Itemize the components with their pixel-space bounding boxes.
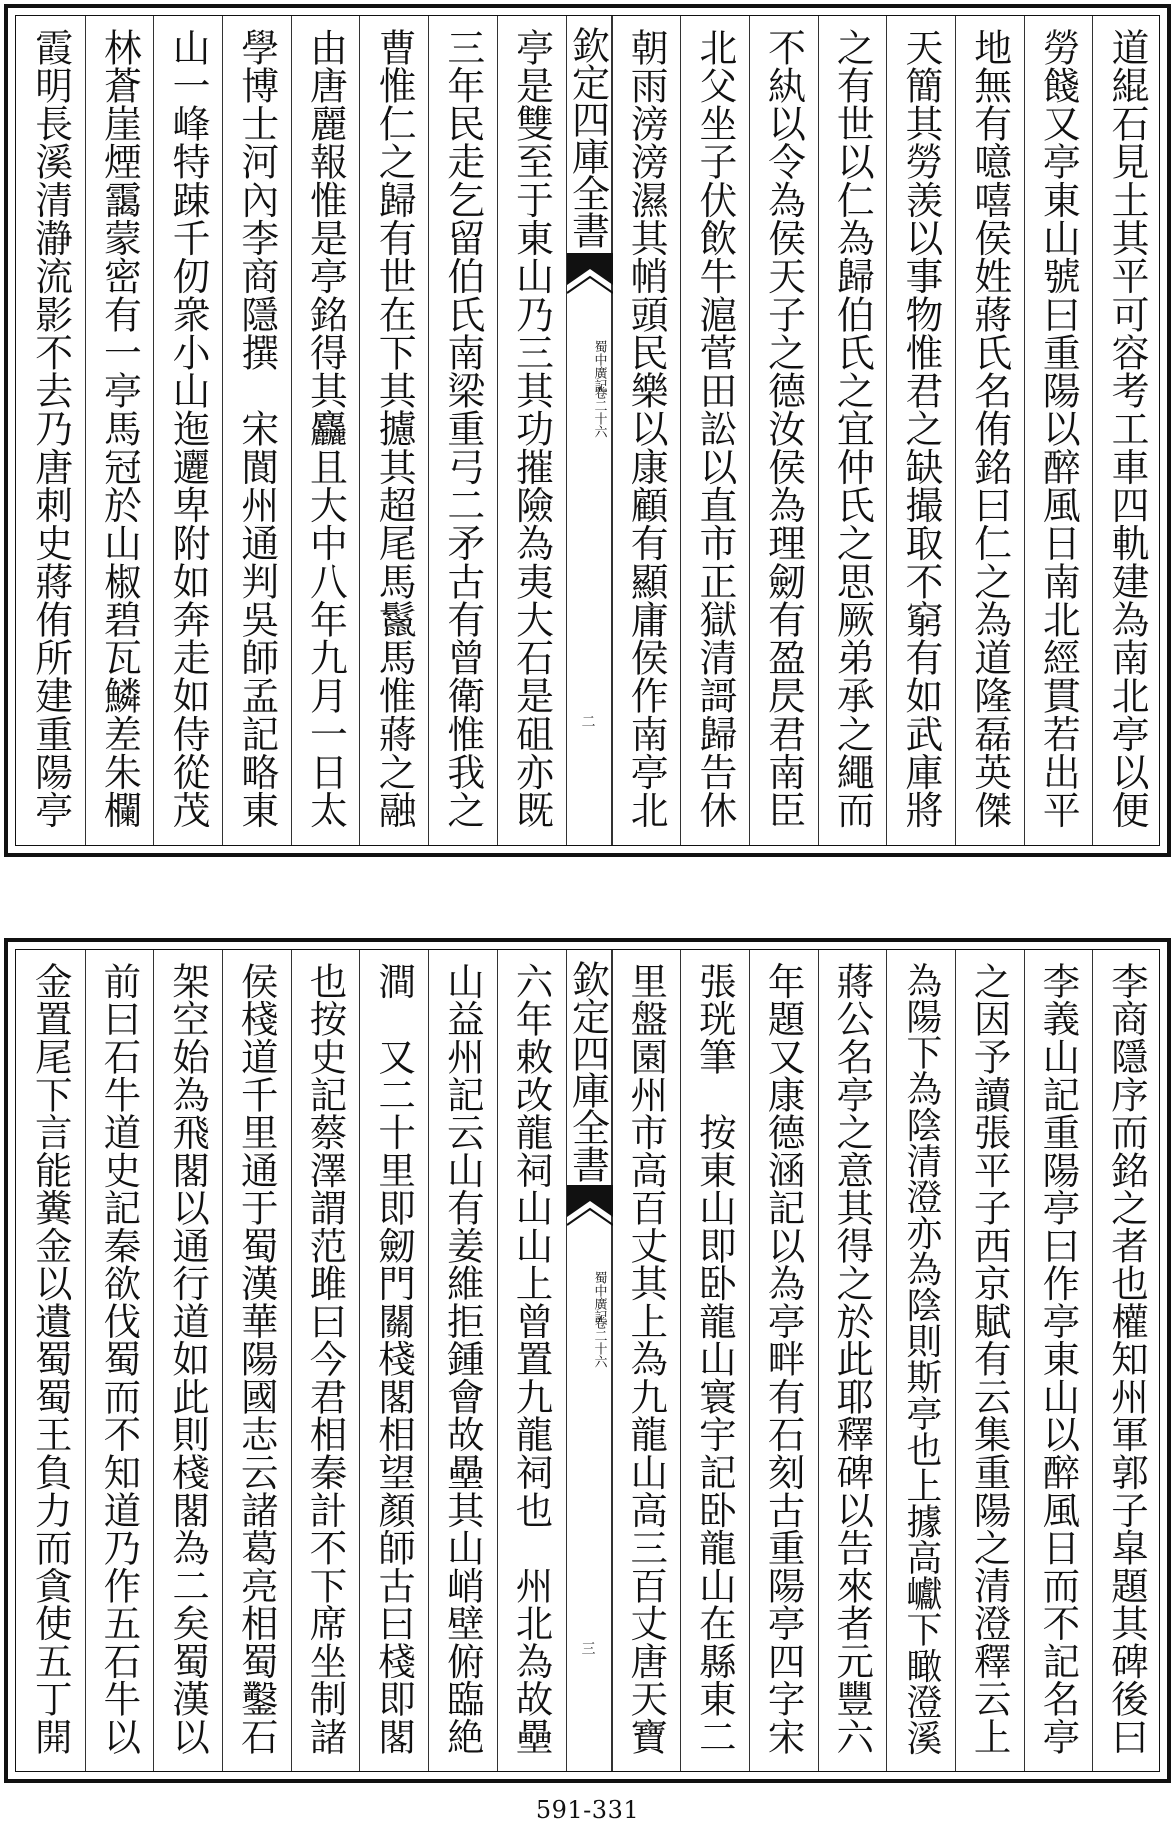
text-column [16,16,85,845]
text-column [612,950,681,1771]
text-column [85,950,154,1771]
text-column [291,950,360,1771]
text-column [1024,950,1093,1771]
spine-volume: 卷二十六 [591,1316,607,1369]
text-column [749,950,818,1771]
spine-folio-number: 三 [579,1641,596,1656]
column-text: 之因予讀張平子西京賦有云集重陽之清澄釋云上 [967,962,1012,1756]
column-text: 蔣公名亭之意其得之於此耶釋碑以告來者元豐六 [830,962,875,1756]
text-column [886,16,955,845]
text-column [680,16,749,845]
column-text: 林蒼崖煙靄蒙密有一亭馬冠於山椒碧瓦鱗差朱欄 [97,28,142,829]
column-text: 里盤園州市高百丈其上為九龍山高三百丈唐天寶 [624,962,669,1756]
spine-title: 欽定四庫全書 [565,960,610,1182]
center-spine [566,16,612,845]
text-column [428,16,497,845]
column-text: 李商隱序而銘之者也權知州軍郭子皐題其碑後曰 [1105,962,1149,1756]
text-column [1092,16,1161,845]
text-column [497,950,566,1771]
column-text: 也按史記蔡澤謂范雎曰今君相秦計不下席坐制諸 [303,962,348,1756]
text-column [1092,950,1161,1771]
center-spine [566,950,612,1771]
text-column [222,950,291,1771]
column-text: 山益州記云山有姜維拒鍾會故壘其山峭壁俯臨絶 [440,962,485,1756]
text-column [749,16,818,845]
text-column [359,16,428,845]
column-text: 為陽下為陰清澄亦為陰則斯亭也上據高巘下瞰澄溪 [900,962,942,1756]
column-text: 侯棧道千里通于蜀漢華陽國志云諸葛亮相蜀鑿石 [234,962,279,1756]
text-column [955,950,1024,1771]
column-text: 不紈以令為侯天子之德汝侯為理劒有盈昃君南臣 [761,28,806,829]
column-text: 北父坐子伏飲牛滬菅田訟以直市正獄清謌歸告休 [692,28,737,829]
text-column [612,16,681,845]
column-text: 年題又康德涵記以為亭畔有石刻古重陽亭四字宋 [761,962,806,1756]
text-column [818,950,887,1771]
text-column [818,16,887,845]
column-text: 由唐麗報惟是亭銘得其麤且大中八年九月一日太 [303,28,348,829]
spine-folio-number: 二 [579,714,596,729]
column-text: 澗 又二十里即劒門關棧閣相望顏師古曰棧即閣 [372,962,417,1756]
column-text: 勞餞又亭東山號曰重陽以醉風日南北經貫若出平 [1036,28,1081,829]
column-text: 前曰石牛道史記秦欲伐蜀而不知道乃作五石牛以 [97,962,142,1756]
top-page-text-frame [15,15,1160,846]
column-text: 道緄石見土其平可容考工車四軌建為南北亭以便 [1105,28,1149,829]
column-text: 張珖筆 按東山即卧龍山寰宇記卧龍山在縣東二 [692,962,737,1756]
fish-tail-mark [567,1185,613,1245]
text-column [153,950,222,1771]
column-text: 霞明長溪清瀞流影不去乃唐刺史蔣侑所建重陽亭 [28,28,73,829]
column-text: 地無有噫嘻侯姓蔣氏名侑銘曰仁之為道隆磊英傑 [967,28,1012,829]
column-text: 學博士河內李商隱撰 宋閬州通判吳師孟記略東 [234,28,279,829]
text-column [153,16,222,845]
column-text: 山一峰特踈千仞衆小山迤邐卑附如奔走如侍從茂 [166,28,211,829]
spine-book-title: 蜀中廣記 [591,1270,607,1323]
spine-book-title: 蜀中廣記 [591,340,607,393]
text-column [291,16,360,845]
text-column [680,950,749,1771]
text-column [886,950,955,1771]
column-text: 之有世以仁為歸伯氏之宜仲氏之思厥弟承之繩而 [830,28,875,829]
column-text: 三年民走乞留伯氏南梁重弓二矛古有曾衛惟我之 [440,28,485,829]
fish-tail-mark [567,253,613,313]
column-text: 曹惟仁之歸有世在下其攄其超尾馬鬣馬惟蔣之融 [372,28,417,829]
text-column [85,16,154,845]
column-text: 架空始為飛閣以通行道如此則棧閣為二矣蜀漢以 [166,962,211,1756]
bottom-page-text-frame [15,949,1160,1772]
column-text: 亭是雙至于東山乃三其功摧險為夷大石是砠亦既 [509,28,554,829]
text-column [1024,16,1093,845]
text-column [955,16,1024,845]
bottom-page [4,938,1171,1783]
page-number: 591-331 [535,1796,640,1824]
column-text: 李義山記重陽亭曰作亭東山以醉風日而不記名亭 [1036,962,1081,1756]
spine-title: 欽定四庫全書 [565,26,610,248]
column-text: 六年敕改龍祠山山上曾置九龍祠也 州北為故壘 [509,962,554,1756]
top-page [4,4,1171,857]
text-column [16,950,85,1771]
text-column [428,950,497,1771]
column-text: 金置尾下言能糞金以遺蜀蜀王負力而貪使五丁開 [28,962,73,1756]
spine-volume: 卷二十六 [591,385,607,438]
text-column [222,16,291,845]
column-text: 朝雨滂滂濕其帩頭民樂以康顧有顯庸侯作南亭北 [624,28,669,829]
text-column [359,950,428,1771]
column-text: 天簡其勞羡以事物惟君之缺撮取不窮有如武庫將 [898,28,943,829]
text-column [497,16,566,845]
